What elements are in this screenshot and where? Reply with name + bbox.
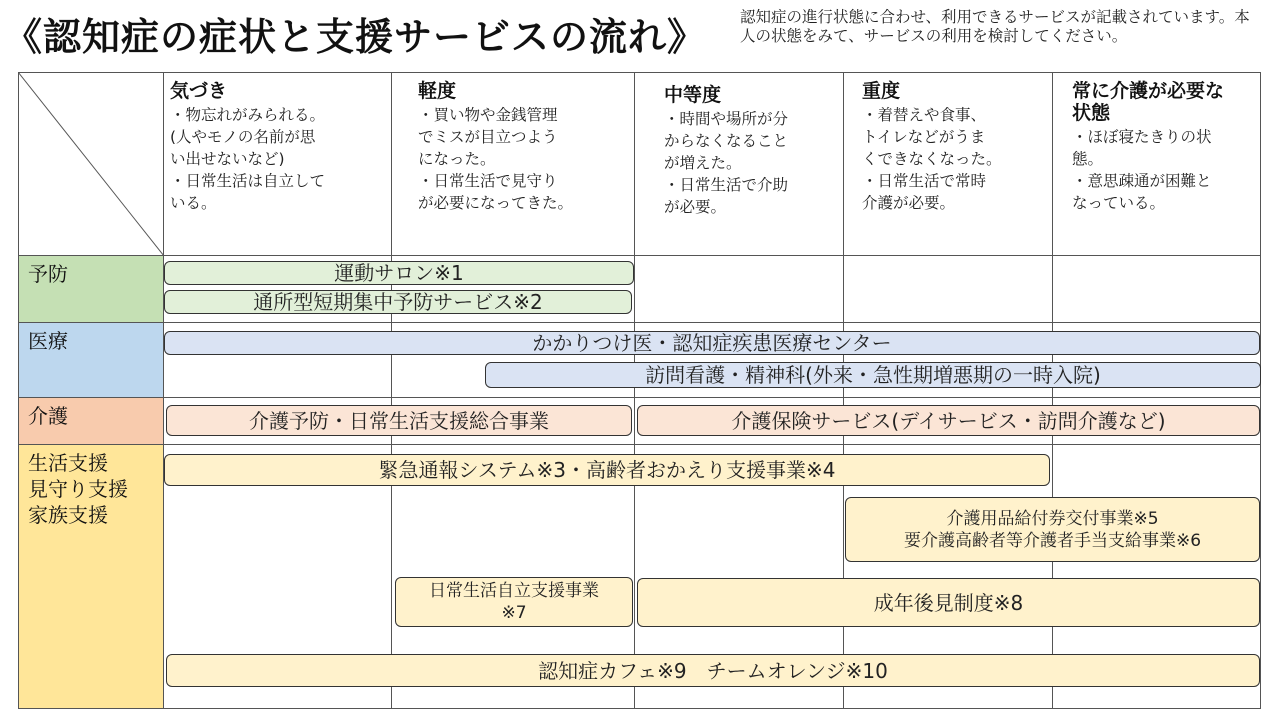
service-guardianship: 成年後見制度※8 (637, 578, 1260, 627)
category-label-life-support: 生活支援 見守り支援 家族支援 (28, 451, 128, 527)
category-label-prevention: 予防 (28, 262, 68, 286)
service-care-goods: 介護用品給付券交付事業※5 要介護高齢者等介護者手当支給事業※6 (845, 497, 1260, 562)
stage-severe (862, 80, 1047, 214)
service-short-term-prevention: 通所型短期集中予防サービス※2 (164, 290, 632, 314)
stage-desc: ・物忘れがみられる。 (人やモノの名前が思 い出せないなど) ・日常生活は自立して いる。 (170, 106, 326, 212)
category-life-support (18, 444, 163, 708)
category-label-care: 介護 (28, 404, 68, 428)
stage-moderate (664, 84, 839, 218)
stage-desc: ・ほぼ寝たきりの状 態。 ・意思疎通が困難と なっている。 (1072, 128, 1212, 212)
service-family-doctor: かかりつけ医・認知症疾患医療センター (164, 331, 1260, 355)
stage-desc: ・着替えや食事、 トイレなどがうま くできなくなった。 ・日常生活で常時 介護が必要。 (862, 106, 1002, 212)
grid-line-right (1260, 72, 1261, 709)
grid-line-col-1 (391, 72, 392, 709)
grid-line-header-bottom (18, 255, 1261, 256)
stage-title: 中等度 (664, 84, 722, 106)
stage-title: 重度 (862, 80, 901, 102)
service-daily-independence: 日常生活自立支援事業 ※7 (395, 577, 633, 627)
grid-line-row-3 (18, 444, 1261, 445)
category-medical (18, 322, 163, 397)
grid-line-col-0 (163, 72, 164, 709)
category-care (18, 397, 163, 444)
service-visiting-nursing: 訪問看護・精神科(外来・急性期増悪期の一時入院) (485, 362, 1261, 388)
service-dementia-cafe: 認知症カフェ※9 チームオレンジ※10 (166, 654, 1260, 687)
grid-line-bottom (18, 708, 1261, 709)
grid-line-left (18, 72, 19, 709)
intro-note: 認知症の進行状態に合わせ、利用できるサービスが記載されています。本人の状態をみて、サービスの利用を検討してください。 (740, 8, 1250, 45)
grid-line-top (18, 72, 1261, 73)
corner-diagonal-cell (18, 72, 164, 256)
category-prevention (18, 255, 163, 322)
stage-mild (418, 80, 628, 214)
grid-line-row-2 (18, 397, 1261, 398)
service-exercise-salon: 運動サロン※1 (164, 261, 634, 285)
category-label-medical: 医療 (28, 329, 68, 353)
service-care-insurance: 介護保険サービス(デイサービス・訪問介護など) (637, 405, 1260, 436)
stage-awareness (170, 80, 384, 214)
service-emergency-system: 緊急通報システム※3・高齢者おかえり支援事業※4 (164, 454, 1050, 486)
grid-line-row-1 (18, 322, 1261, 323)
grid-line-col-2 (634, 72, 635, 709)
stage-constant-care (1072, 80, 1257, 214)
service-prevention-support: 介護予防・日常生活支援総合事業 (166, 405, 632, 436)
page-title: 《認知症の症状と支援サービスの流れ》 (4, 15, 707, 59)
stage-desc: ・時間や場所が分 からなくなること が増えた。 ・日常生活で介助 が必要。 (664, 110, 789, 216)
stage-title: 軽度 (418, 80, 457, 102)
stage-desc: ・買い物や金銭管理 でミスが目立つよう になった。 ・日常生活で見守り が必要になってきた。 (418, 106, 574, 212)
stage-title: 常に介護が必要な 状態 (1072, 80, 1225, 124)
stage-title: 気づき (170, 80, 228, 102)
